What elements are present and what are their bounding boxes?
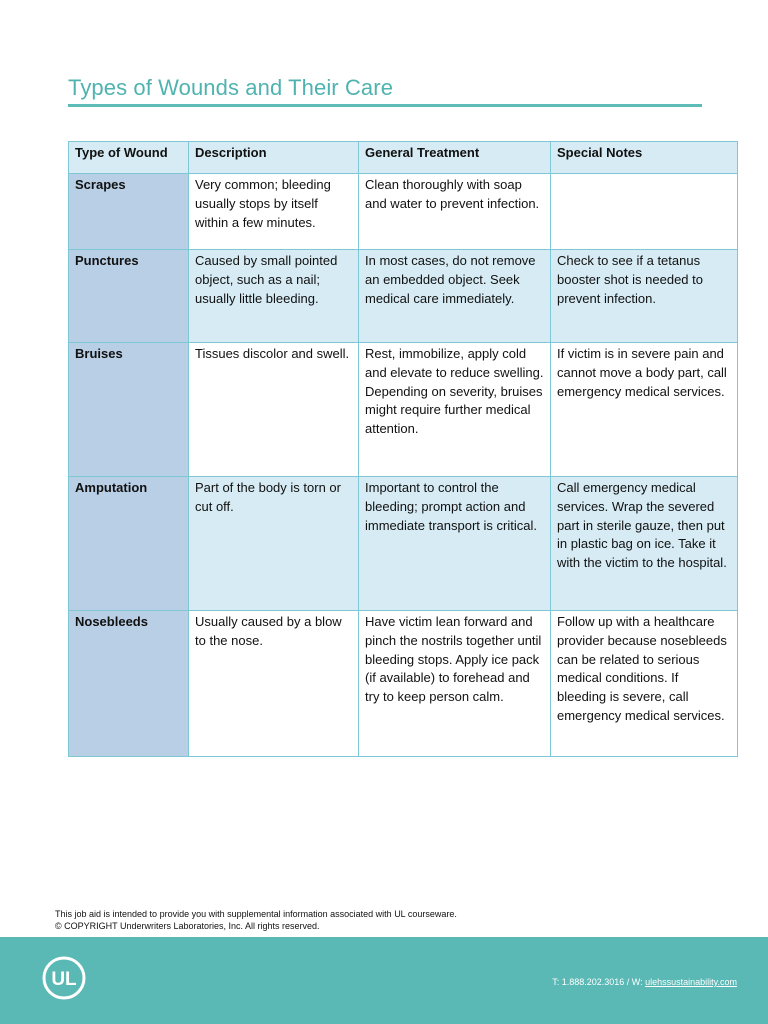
- description-cell: Caused by small pointed object, such as a nail; usually little bleeding.: [189, 250, 359, 343]
- website-link[interactable]: ulehssustainability.com: [645, 977, 737, 987]
- ul-logo-text: UL: [51, 969, 77, 990]
- ul-logo-icon: [42, 956, 86, 1000]
- notes-cell: [551, 174, 738, 250]
- contact-phone: T: 1.888.202.3016 / W:: [552, 977, 646, 987]
- column-header-notes: Special Notes: [551, 142, 738, 174]
- disclaimer-text: This job aid is intended to provide you with supplemental information associated with UL courseware.: [55, 909, 457, 919]
- treatment-cell: Rest, immobilize, apply cold and elevate to reduce swelling. Depending on severity, bruises might require further medical attention.: [359, 343, 551, 477]
- description-cell: Usually caused by a blow to the nose.: [189, 611, 359, 757]
- table-row: [69, 174, 738, 250]
- description-cell: Very common; bleeding usually stops by itself within a few minutes.: [189, 174, 359, 250]
- table-row: [69, 250, 738, 343]
- treatment-cell: Clean thoroughly with soap and water to prevent infection.: [359, 174, 551, 250]
- wound-type-cell: Nosebleeds: [69, 611, 189, 757]
- table-header-row: [69, 142, 738, 174]
- treatment-cell: Important to control the bleeding; prompt action and immediate transport is critical.: [359, 477, 551, 611]
- notes-cell: Check to see if a tetanus booster shot is needed to prevent infection.: [551, 250, 738, 343]
- table-row: [69, 343, 738, 477]
- treatment-cell: In most cases, do not remove an embedded object. Seek medical care immediately.: [359, 250, 551, 343]
- wound-type-cell: Bruises: [69, 343, 189, 477]
- wound-type-cell: Amputation: [69, 477, 189, 611]
- copyright-text: © COPYRIGHT Underwriters Laboratories, Inc. All rights reserved.: [55, 921, 320, 931]
- table-row: [69, 611, 738, 757]
- contact-info: [552, 977, 737, 987]
- column-header-description: Description: [189, 142, 359, 174]
- page-title: Types of Wounds and Their Care: [68, 74, 702, 107]
- notes-cell: Follow up with a healthcare provider because nosebleeds can be related to serious medical conditions. If bleeding is severe, call emergency medical services.: [551, 611, 738, 757]
- wound-type-cell: Scrapes: [69, 174, 189, 250]
- notes-cell: Call emergency medical services. Wrap the severed part in sterile gauze, then put in plastic bag on ice. Take it with the victim to the hospital.: [551, 477, 738, 611]
- footer-band: [0, 937, 768, 1024]
- notes-cell: If victim is in severe pain and cannot move a body part, call emergency medical services.: [551, 343, 738, 477]
- treatment-cell: Have victim lean forward and pinch the nostrils together until bleeding stops. Apply ice pack (if available) to forehead and try to keep person calm.: [359, 611, 551, 757]
- column-header-type: Type of Wound: [69, 142, 189, 174]
- description-cell: Tissues discolor and swell.: [189, 343, 359, 477]
- column-header-treatment: General Treatment: [359, 142, 551, 174]
- footnote: [55, 908, 457, 932]
- wound-type-cell: Punctures: [69, 250, 189, 343]
- wounds-table: [68, 141, 738, 757]
- description-cell: Part of the body is torn or cut off.: [189, 477, 359, 611]
- table-row: [69, 477, 738, 611]
